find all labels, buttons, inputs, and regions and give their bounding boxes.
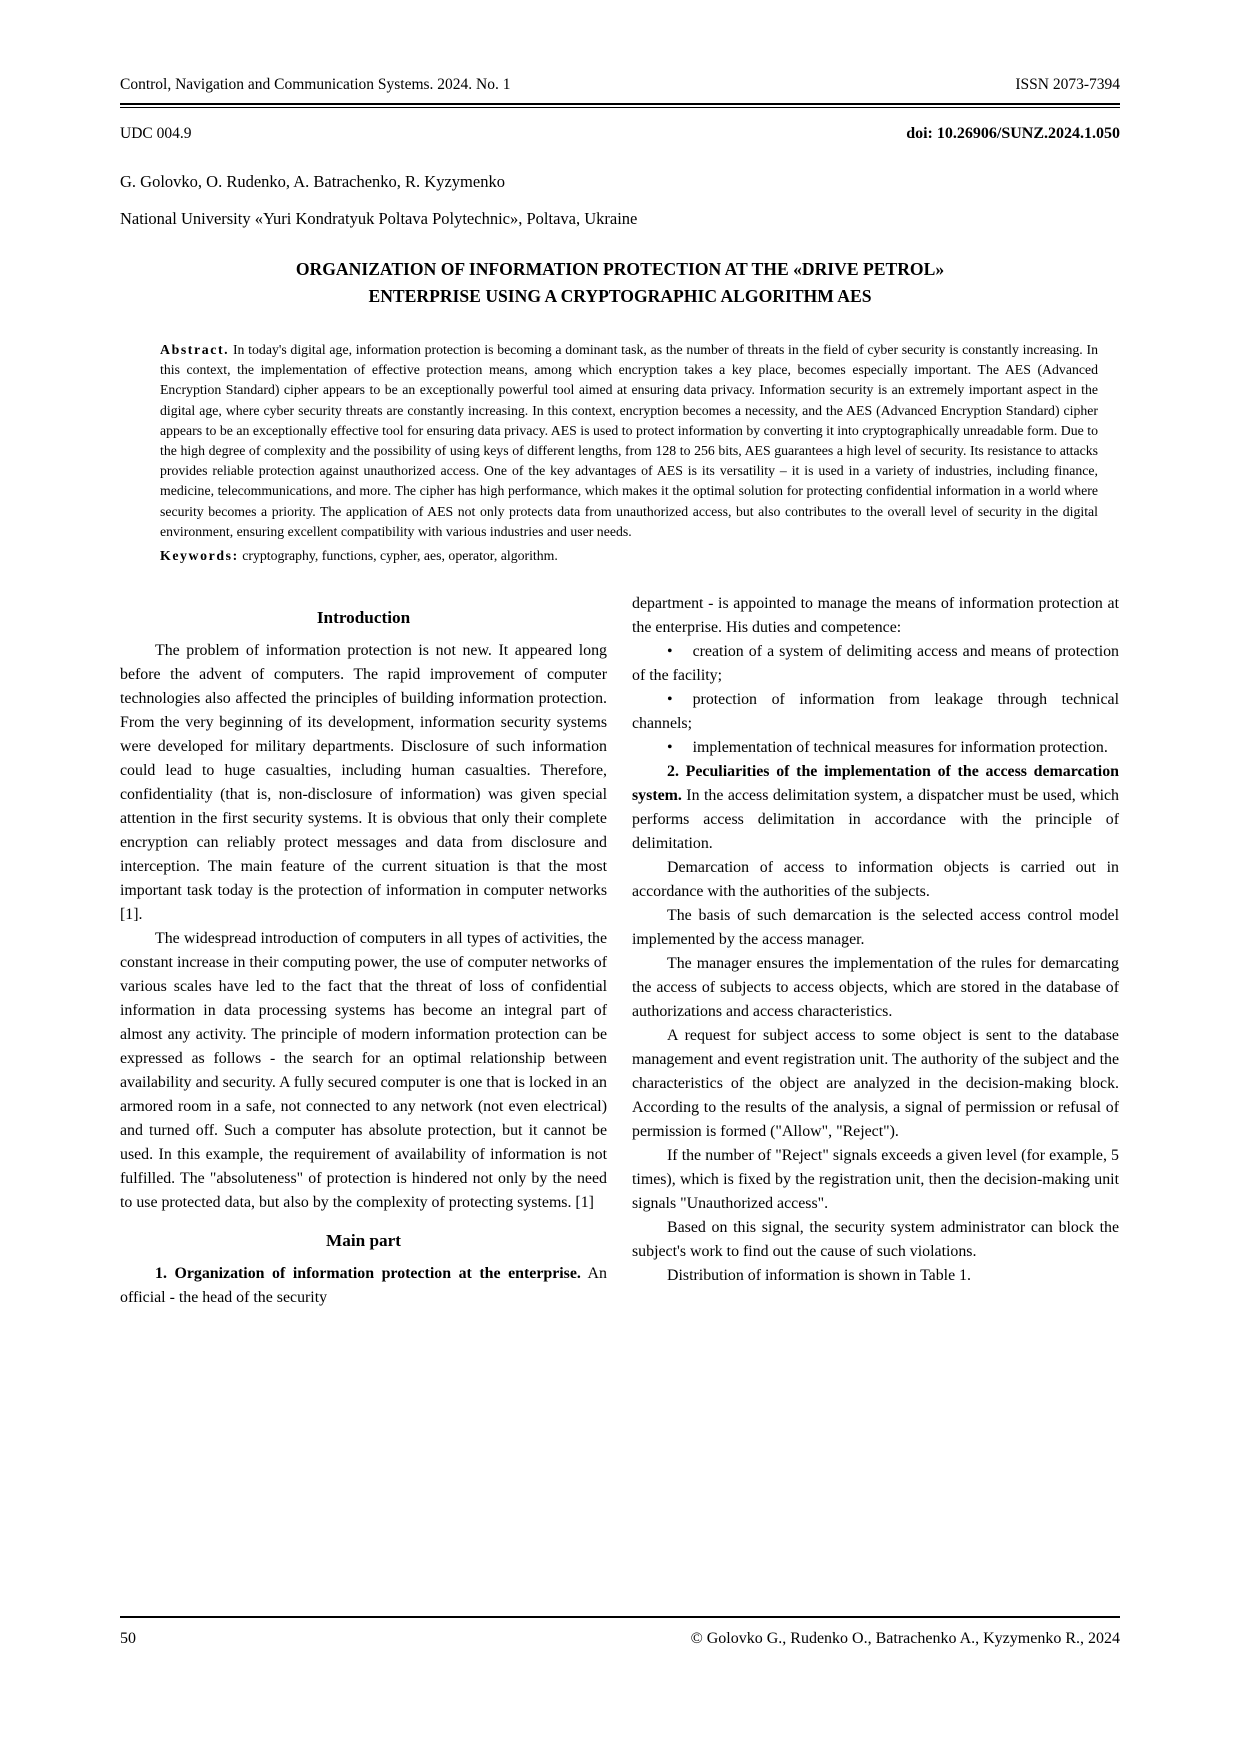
authors: G. Golovko, O. Rudenko, A. Batrachenko, R. Kyzymenko bbox=[120, 172, 505, 191]
keywords-label: Keywords: bbox=[160, 548, 239, 564]
article-title-line2: ENTERPRISE USING A CRYPTOGRAPHIC ALGORITHM AES bbox=[368, 286, 872, 306]
keywords bbox=[160, 546, 1098, 566]
header-rule bbox=[120, 103, 1120, 108]
article-title bbox=[120, 256, 1120, 310]
issn: ISSN 2073-7394 bbox=[1015, 76, 1120, 93]
bullet-item bbox=[632, 736, 1119, 760]
page-footer bbox=[120, 1630, 1120, 1648]
section2-text: In the access delimitation system, a dispatcher must be used, which performs access delimitation in accordance with the principle of delimitation. bbox=[632, 787, 1119, 853]
meta-row bbox=[120, 125, 1120, 143]
abstract bbox=[160, 340, 1098, 542]
bullet-item bbox=[632, 640, 1119, 688]
bullet-text: implementation of technical measures for information protection. bbox=[692, 739, 1108, 757]
footer-rule bbox=[120, 1616, 1120, 1618]
section2-title: 2. Peculiarities of the implementation of the access demarcation system. bbox=[632, 763, 1119, 805]
article-title-line1: ORGANIZATION OF INFORMATION PROTECTION AT THE «DRIVE PETROL» bbox=[295, 259, 945, 279]
bullet-icon: • bbox=[667, 691, 673, 709]
affiliation: National University «Yuri Kondratyuk Poltava Polytechnic», Poltava, Ukraine bbox=[120, 209, 638, 228]
journal-name: Control, Navigation and Communication Systems. 2024. No. 1 bbox=[120, 76, 511, 93]
body-paragraph: Distribution of information is shown in Table 1. bbox=[667, 1267, 972, 1285]
bullet-item bbox=[632, 688, 1119, 736]
section1-text: An official - the head of the security bbox=[120, 1265, 607, 1307]
section1-title: 1. Organization of information protection at the enterprise. bbox=[155, 1265, 581, 1283]
heading-introduction: Introduction bbox=[316, 608, 411, 628]
intro-paragraph-1: The problem of information protection is not new. It appeared long before the advent of computers. The rapid improvement of computer technologies also affected the principles of building information protection. From the very beginning of its development, information security systems were developed for military departments. Disclosure of such information could lead to huge casualties, including human casualties. Therefore, confidentiality (that is, non-disclosure of information) was given special attention in the first security systems. It is obvious that only their complete encryption can reliably protect messages and data from disclosure and interception. The main feature of the current situation is that the most important task today is the protection of information in computer networks [1]. bbox=[120, 642, 607, 924]
abstract-text: In today's digital age, information protection is becoming a dominant task, as the number of threats in the field of cyber security is constantly increasing. In this context, the implementation of effective protection means, among which encryption takes a key place, becomes especially important. The AES (Advanced Encryption Standard) cipher appears to be an exceptionally powerful tool aimed at ensuring data privacy. Information security is an extremely important aspect in the digital age, where cyber security threats are constantly increasing. In this context, encryption becomes a necessity, and the AES (Advanced Encryption Standard) cipher appears to be an exceptionally effective tool for ensuring data privacy. AES is used to protect information by converting it into cryptographically unreadable form. Due to the high degree of complexity and the possibility of using keys of different lengths, from 128 to 256 bits, AES guarantees a high level of security. Its resistance to attacks provides reliable protection against unauthorized access. One of the key advantages of AES is its versatility – it is used in a variety of industries, including finance, medicine, telecommunications, and more. The cipher has high performance, which makes it the optimal solution for protecting confidential information in a world where security becomes a priority. The application of AES not only protects data from unauthorized access, but also contributes to the overall level of security in the digital environment, ensuring excellent compatibility with various industries and user needs. bbox=[160, 342, 1098, 539]
heading-main-part: Main part bbox=[326, 1231, 401, 1251]
body-paragraph: The manager ensures the implementation of the rules for demarcating the access of subjects to access objects, which are stored in the database of authorizations and access characteristics. bbox=[632, 955, 1119, 1021]
running-header bbox=[120, 75, 1120, 94]
right-column bbox=[632, 592, 1119, 1310]
page-number: 50 bbox=[120, 1630, 136, 1647]
bullet-icon: • bbox=[667, 643, 673, 661]
doi: doi: 10.26906/SUNZ.2024.1.050 bbox=[906, 125, 1120, 142]
keywords-text: cryptography, functions, cypher, aes, operator, algorithm. bbox=[238, 548, 558, 564]
body-paragraph: Based on this signal, the security system administrator can block the subject's work to find out the cause of such violations. bbox=[632, 1219, 1119, 1261]
body-paragraph: A request for subject access to some object is sent to the database management and event registration unit. The authority of the subject and the characteristics of the object are analyzed in the decision-making block. According to the results of the analysis, a signal of permission or refusal of permission is formed ("Allow", "Reject"). bbox=[632, 1027, 1119, 1141]
intro-paragraph-2: The widespread introduction of computers in all types of activities, the constant increase in their computing power, the use of computer networks of various scales have led to the fact that the threat of loss of confidential information in data processing systems has become an integral part of almost any activity. The principle of modern information protection can be expressed as follows - the search for an optimal relationship between availability and security. A fully secured computer is one that is locked in an armored room in a safe, not connected to any network (not even electrical) and turned off. Such a computer has absolute protection, but it cannot be used. In this example, the requirement of availability of information is not fulfilled. The "absoluteness" of protection is hindered not only by the need to use protected data, but also by the complexity of protecting systems. [1] bbox=[120, 930, 607, 1212]
section2-paragraph bbox=[632, 760, 1119, 856]
body-paragraph: If the number of "Reject" signals exceeds a given level (for example, 5 times), which is fixed by the registration unit, then the decision-making unit signals "Unauthorized access". bbox=[632, 1147, 1119, 1213]
udc-code: UDC 004.9 bbox=[120, 125, 192, 142]
bullet-icon: • bbox=[667, 739, 673, 757]
abstract-label: Abstract. bbox=[160, 342, 230, 357]
bullet-text: protection of information from leakage through technical channels; bbox=[632, 691, 1119, 733]
copyright: © Golovko G., Rudenko O., Batrachenko A., Kyzymenko R., 2024 bbox=[690, 1630, 1120, 1647]
left-column bbox=[120, 592, 607, 1310]
section1-paragraph bbox=[120, 1262, 607, 1310]
body-paragraph: Demarcation of access to information objects is carried out in accordance with the authorities of the subjects. bbox=[632, 859, 1119, 901]
bullet-text: creation of a system of delimiting access and means of protection of the facility; bbox=[632, 643, 1119, 685]
two-column-body bbox=[120, 592, 1120, 1310]
body-paragraph: The basis of such demarcation is the selected access control model implemented by the access manager. bbox=[632, 907, 1119, 949]
continued-paragraph: department - is appointed to manage the means of information protection at the enterprise. His duties and competence: bbox=[632, 595, 1119, 637]
